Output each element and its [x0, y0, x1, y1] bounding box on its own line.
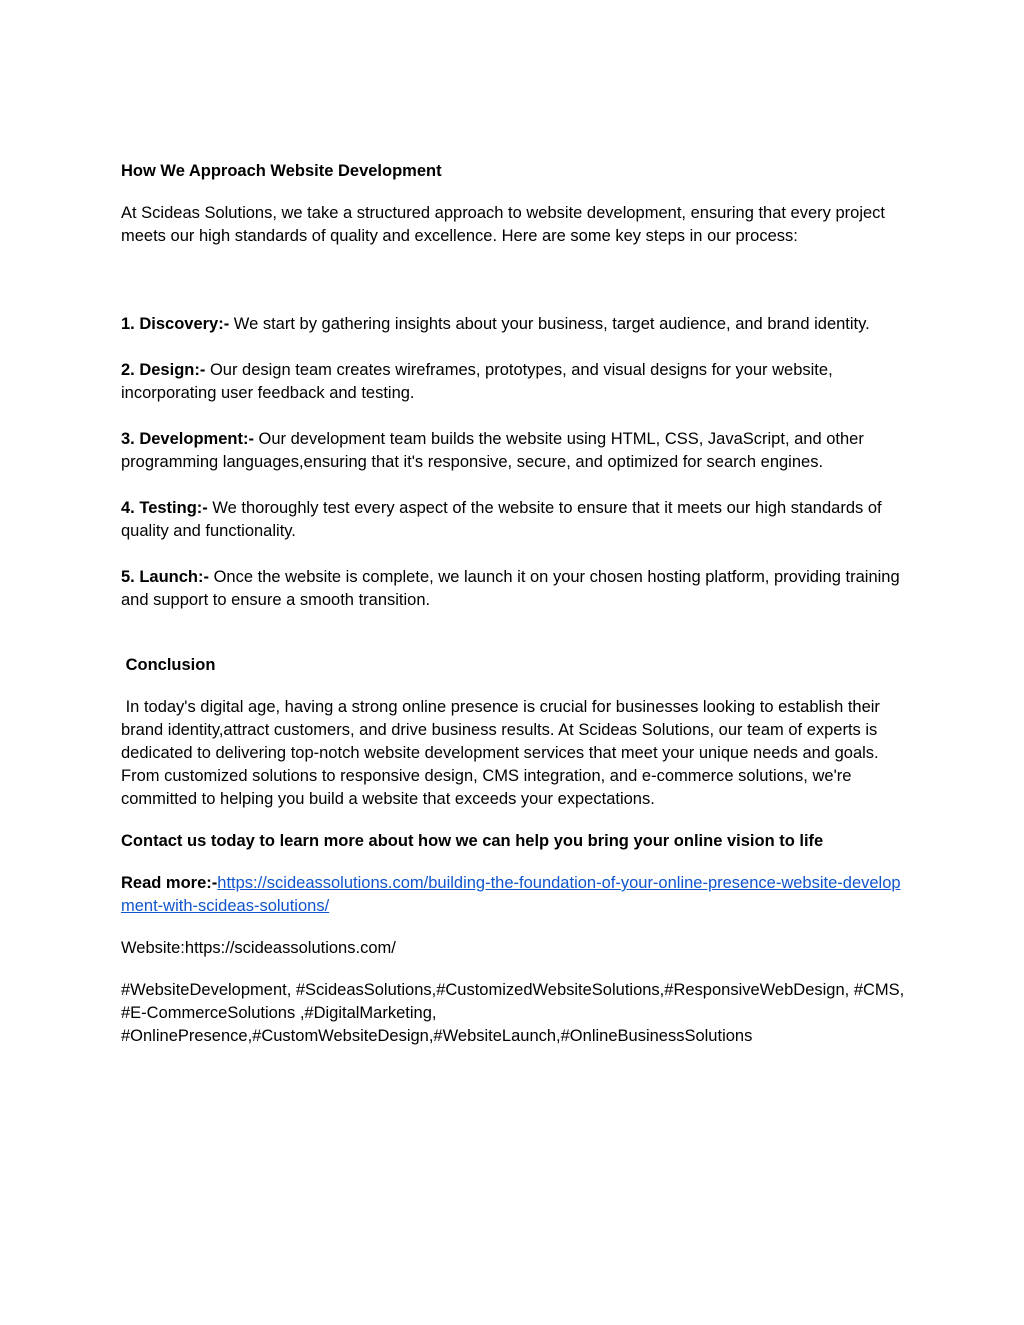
step-discovery	[121, 313, 911, 336]
step-label: 3. Development:-	[121, 430, 254, 448]
intro-paragraph: At Scideas Solutions, we take a structured approach to website development, ensuring that every project meets our high standards of quality and excellence. Here are some key steps in our process:	[121, 204, 886, 245]
section-title: How We Approach Website Development	[121, 162, 442, 180]
conclusion-heading: Conclusion	[121, 656, 216, 674]
step-text: We start by gathering insights about your business, target audience, and brand identity.	[229, 315, 870, 333]
step-testing	[121, 497, 911, 543]
website-line: Website:https://scideassolutions.com/	[121, 939, 396, 957]
hashtags: #WebsiteDevelopment, #ScideasSolutions,#CustomizedWebsiteSolutions,#ResponsiveWebDesign, #CMS, #E-CommerceSolutions ,#DigitalMarketing, #OnlinePresence,#CustomWebsiteDesign,#WebsiteLaunch,#OnlineBusinessSolutions	[121, 981, 914, 1045]
read-more-label: Read more:-	[121, 874, 218, 892]
step-label: 4. Testing:-	[121, 499, 208, 517]
step-text: Once the website is complete, we launch it on your chosen hosting platform, providing training and support to ensure a smooth transition.	[121, 568, 900, 609]
step-launch	[121, 566, 911, 612]
step-design	[121, 359, 911, 405]
document-body	[121, 160, 914, 1048]
read-more-link[interactable]: https://scideassolutions.com/building-the-foundation-of-your-online-presence-website-development-with-scideas-solutions/	[121, 874, 901, 915]
step-development	[121, 428, 911, 474]
step-label: 2. Design:-	[121, 361, 206, 379]
step-text: We thoroughly test every aspect of the website to ensure that it meets our high standards of quality and functionality.	[121, 499, 882, 540]
call-to-action: Contact us today to learn more about how we can help you bring your online vision to life	[121, 832, 824, 850]
step-label: 5. Launch:-	[121, 568, 210, 586]
step-text: Our design team creates wireframes, prototypes, and visual designs for your website, incorporating user feedback and testing.	[121, 361, 833, 402]
step-label: 1. Discovery:-	[121, 315, 230, 333]
conclusion-paragraph: In today's digital age, having a strong online presence is crucial for businesses looking to establish their brand identity,attract customers, and drive business results. At Scideas Solutions, our team of experts is dedicated to delivering top-notch website development services that meet your unique needs and goals. From customized solutions to responsive design, CMS integration, and e-commerce solutions, we're committed to helping you build a website that exceeds your expectations.	[121, 698, 885, 808]
read-more	[121, 872, 911, 918]
step-text: Our development team builds the website using HTML, CSS, JavaScript, and other programming languages,ensuring that it's responsive, secure, and optimized for search engines.	[121, 430, 864, 471]
steps-list	[121, 313, 911, 612]
